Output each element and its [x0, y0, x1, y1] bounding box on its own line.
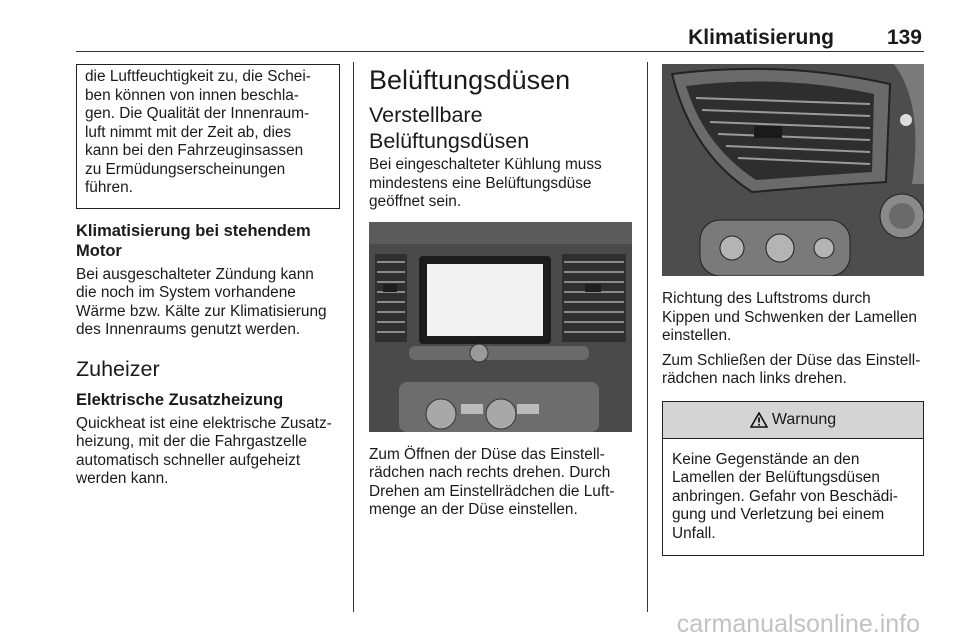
center-vents-illustration: [369, 222, 632, 432]
continued-note-box: [76, 64, 340, 209]
body-line: die noch im System vorhandene: [76, 284, 296, 301]
note-line: ben können von innen beschla-: [85, 86, 299, 104]
body-line: automatisch schneller aufgeheizt: [76, 451, 301, 469]
body-line: geöffnet sein.: [369, 193, 462, 210]
chapter-title: Klimatisierung: [688, 26, 834, 49]
column-3: [662, 64, 924, 556]
body-line: Zum Öffnen der Düse das Einstell-: [369, 445, 605, 463]
warning-title: Warnung: [771, 410, 837, 428]
note-line: zu Ermüdungserscheinungen: [85, 160, 286, 178]
body-line: Bei ausgeschalteter Zündung kann: [76, 265, 314, 283]
body-line: Bei eingeschalteter Kühlung muss: [369, 156, 602, 173]
section-zuheizer: Zuheizer: [76, 356, 160, 381]
side-vent-illustration: [662, 64, 924, 276]
warning-line: Lamellen der Belüftungsdüsen: [672, 469, 880, 486]
warning-line: anbringen. Gefahr von Beschädi-: [672, 487, 898, 505]
warning-box: [662, 401, 924, 557]
body-line: Zum Schließen der Düse das Einstell-: [662, 351, 921, 369]
watermark: carmanualsonline.info: [676, 610, 920, 638]
section-belueftungsduesen: Belüftungsdüsen: [369, 65, 571, 95]
warning-triangle-icon: [750, 412, 768, 428]
body-line: Quickheat ist eine elektrische Zusatz-: [76, 414, 332, 432]
header-rule: [76, 51, 924, 52]
heading-stationary-engine: Klimatisierung bei stehendem Motor: [76, 221, 311, 260]
column-divider-1: [353, 62, 354, 612]
body-line: des Innenraums genutzt werden.: [76, 321, 301, 338]
warning-line: gung und Verletzung bei einem: [672, 506, 885, 523]
body-line: rädchen nach rechts drehen. Durch: [369, 464, 611, 481]
body-line: rädchen nach links drehen.: [662, 370, 847, 387]
body-line: Richtung des Luftstroms durch: [662, 290, 871, 307]
heading-electric-heater: Elektrische Zusatzheizung: [76, 390, 284, 409]
note-line: kann bei den Fahrzeuginsassen: [85, 142, 304, 159]
note-line: führen.: [85, 179, 133, 196]
body-line: werden kann.: [76, 470, 169, 487]
body-line: einstellen.: [662, 327, 732, 344]
body-line: Wärme bzw. Kälte zur Klimatisierung: [76, 302, 327, 320]
warning-header: [663, 402, 923, 439]
body-line: heizung, mit der die Fahrgastzelle: [76, 433, 307, 450]
note-line: die Luftfeuchtigkeit zu, die Schei-: [85, 68, 311, 85]
page-header: [76, 22, 924, 50]
page-number: 139: [886, 26, 922, 49]
subsection-adjustable-vents: Verstellbare Belüftungsdüsen: [369, 103, 530, 153]
warning-body: [663, 439, 923, 556]
warning-line: Unfall.: [672, 524, 716, 542]
body-line: Kippen und Schwenken der Lamellen: [662, 308, 917, 326]
warning-line: Keine Gegenstände an den: [672, 450, 860, 468]
body-line: Drehen am Einstellrädchen die Luft-: [369, 482, 615, 500]
column-1: [76, 64, 340, 489]
column-2: [369, 64, 633, 520]
note-line: luft nimmt mit der Zeit ab, dies: [85, 123, 292, 141]
body-line: menge an der Düse einstellen.: [369, 501, 578, 518]
body-line: mindestens eine Belüftungsdüse: [369, 174, 592, 192]
note-line: gen. Die Qualität der Innenraum-: [85, 105, 310, 122]
column-divider-2: [647, 62, 648, 612]
